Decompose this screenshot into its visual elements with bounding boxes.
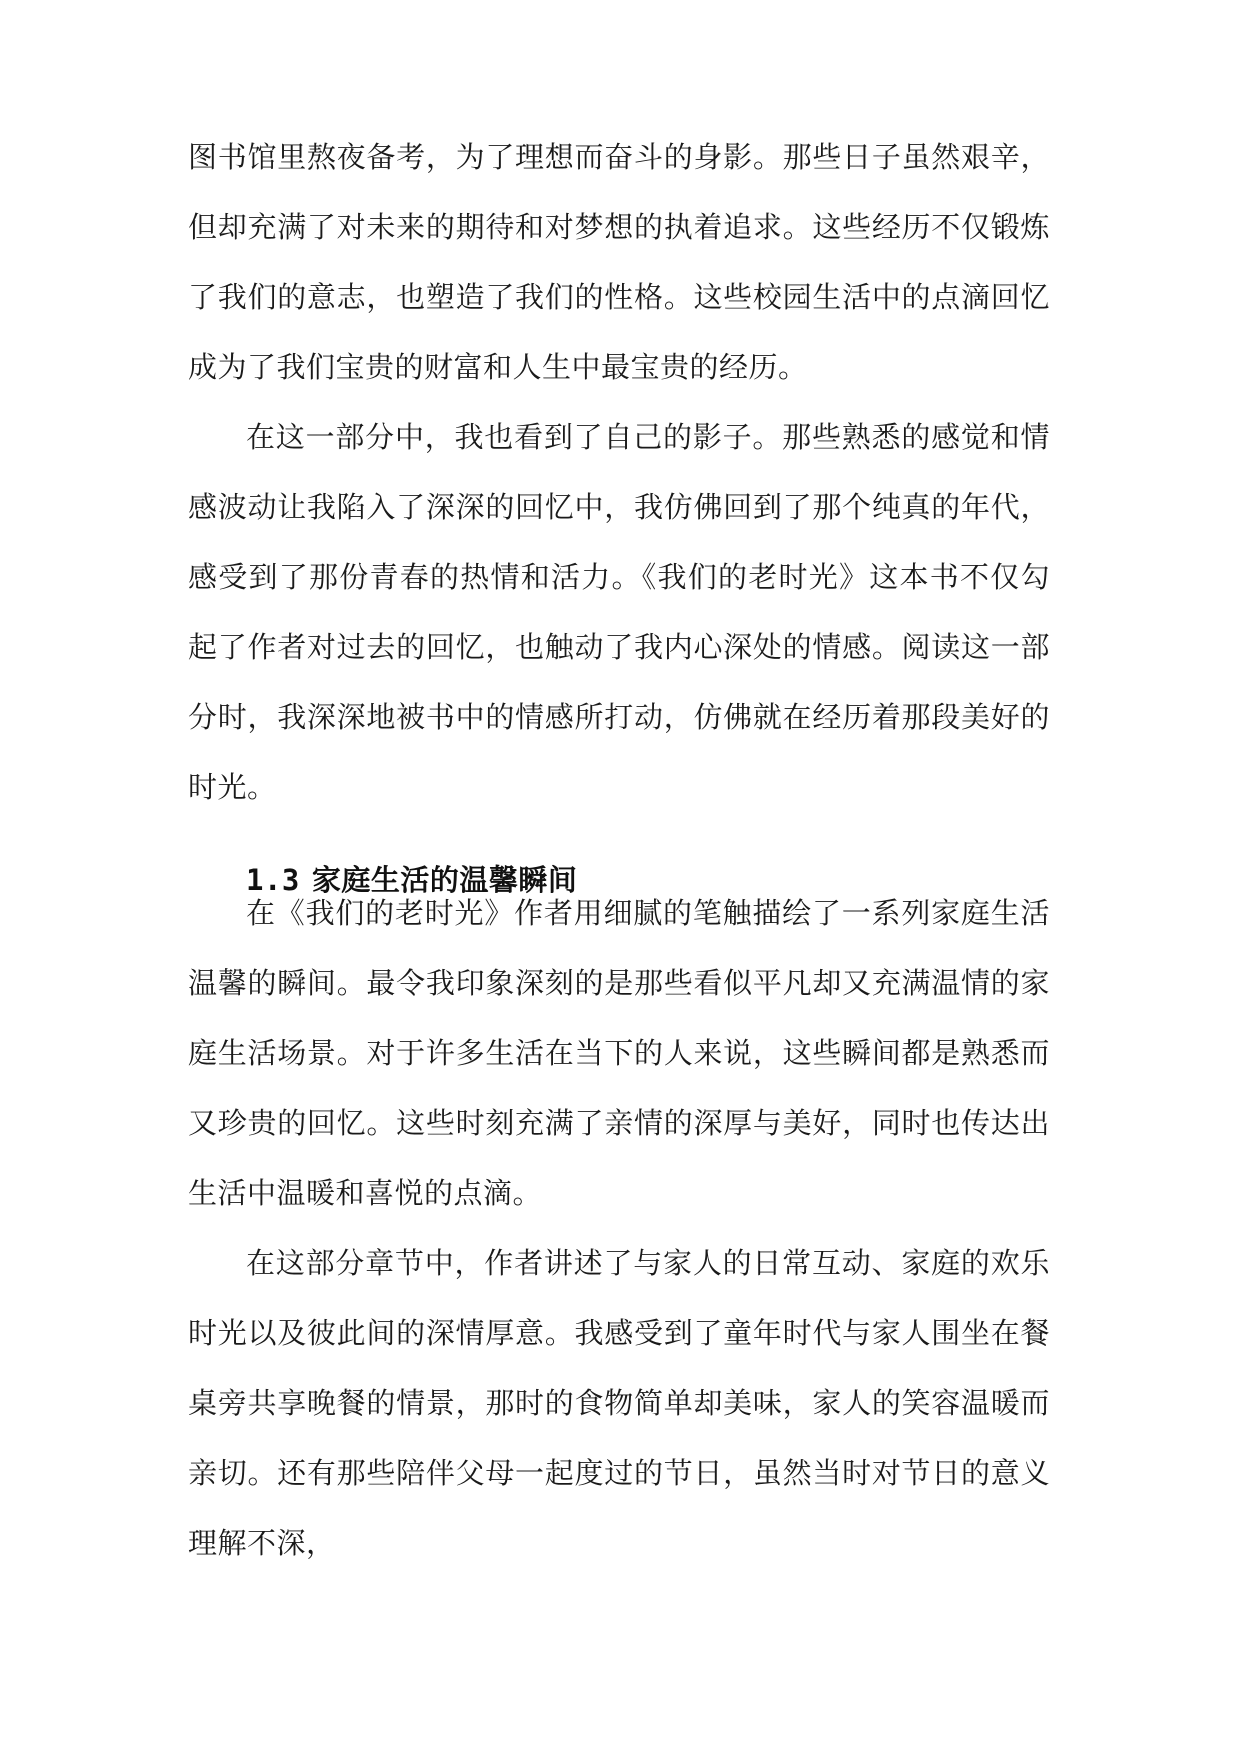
section-number: 1.3 (246, 863, 300, 897)
body-text-upper (188, 122, 1050, 822)
body-text-lower (188, 808, 1050, 1578)
paragraph-2: 在这一部分中，我也看到了自己的影子。那些熟悉的感觉和情感波动让我陷入了深深的回忆中，我仿佛回到了那个纯真的年代，感受到了那份青春的热情和活力。《我们的老时光》这本书不仅勾起了作者对过去的回忆，也触动了我内心深处的情感。阅读这一部分时，我深深地被书中的情感所打动，仿佛就在经历着那段美好的时光。 (188, 420, 1050, 804)
paragraph-3: 在《我们的老时光》作者用细腻的笔触描绘了一系列家庭生活温馨的瞬间。最令我印象深刻的是那些看似平凡却又充满温情的家庭生活场景。对于许多生活在当下的人来说，这些瞬间都是熟悉而又珍贵的回忆。这些时刻充满了亲情的深厚与美好，同时也传达出生活中温暖和喜悦的点滴。 (188, 896, 1050, 1210)
section-title: 家庭生活的温馨瞬间 (311, 863, 578, 897)
paragraph-4: 在这部分章节中，作者讲述了与家人的日常互动、家庭的欢乐时光以及彼此间的深情厚意。我感受到了童年时代与家人围坐在餐桌旁共享晚餐的情景，那时的食物简单却美味，家人的笑容温暖而亲切。还有那些陪伴父母一起度过的节日，虽然当时对节日的意义理解不深， (188, 1246, 1050, 1560)
paragraph-1: 图书馆里熬夜备考，为了理想而奋斗的身影。那些日子虽然艰辛，但却充满了对未来的期待和对梦想的执着追求。这些经历不仅锻炼了我们的意志，也塑造了我们的性格。这些校园生活中的点滴回忆成为了我们宝贵的财富和人生中最宝贵的经历。 (188, 140, 1050, 384)
